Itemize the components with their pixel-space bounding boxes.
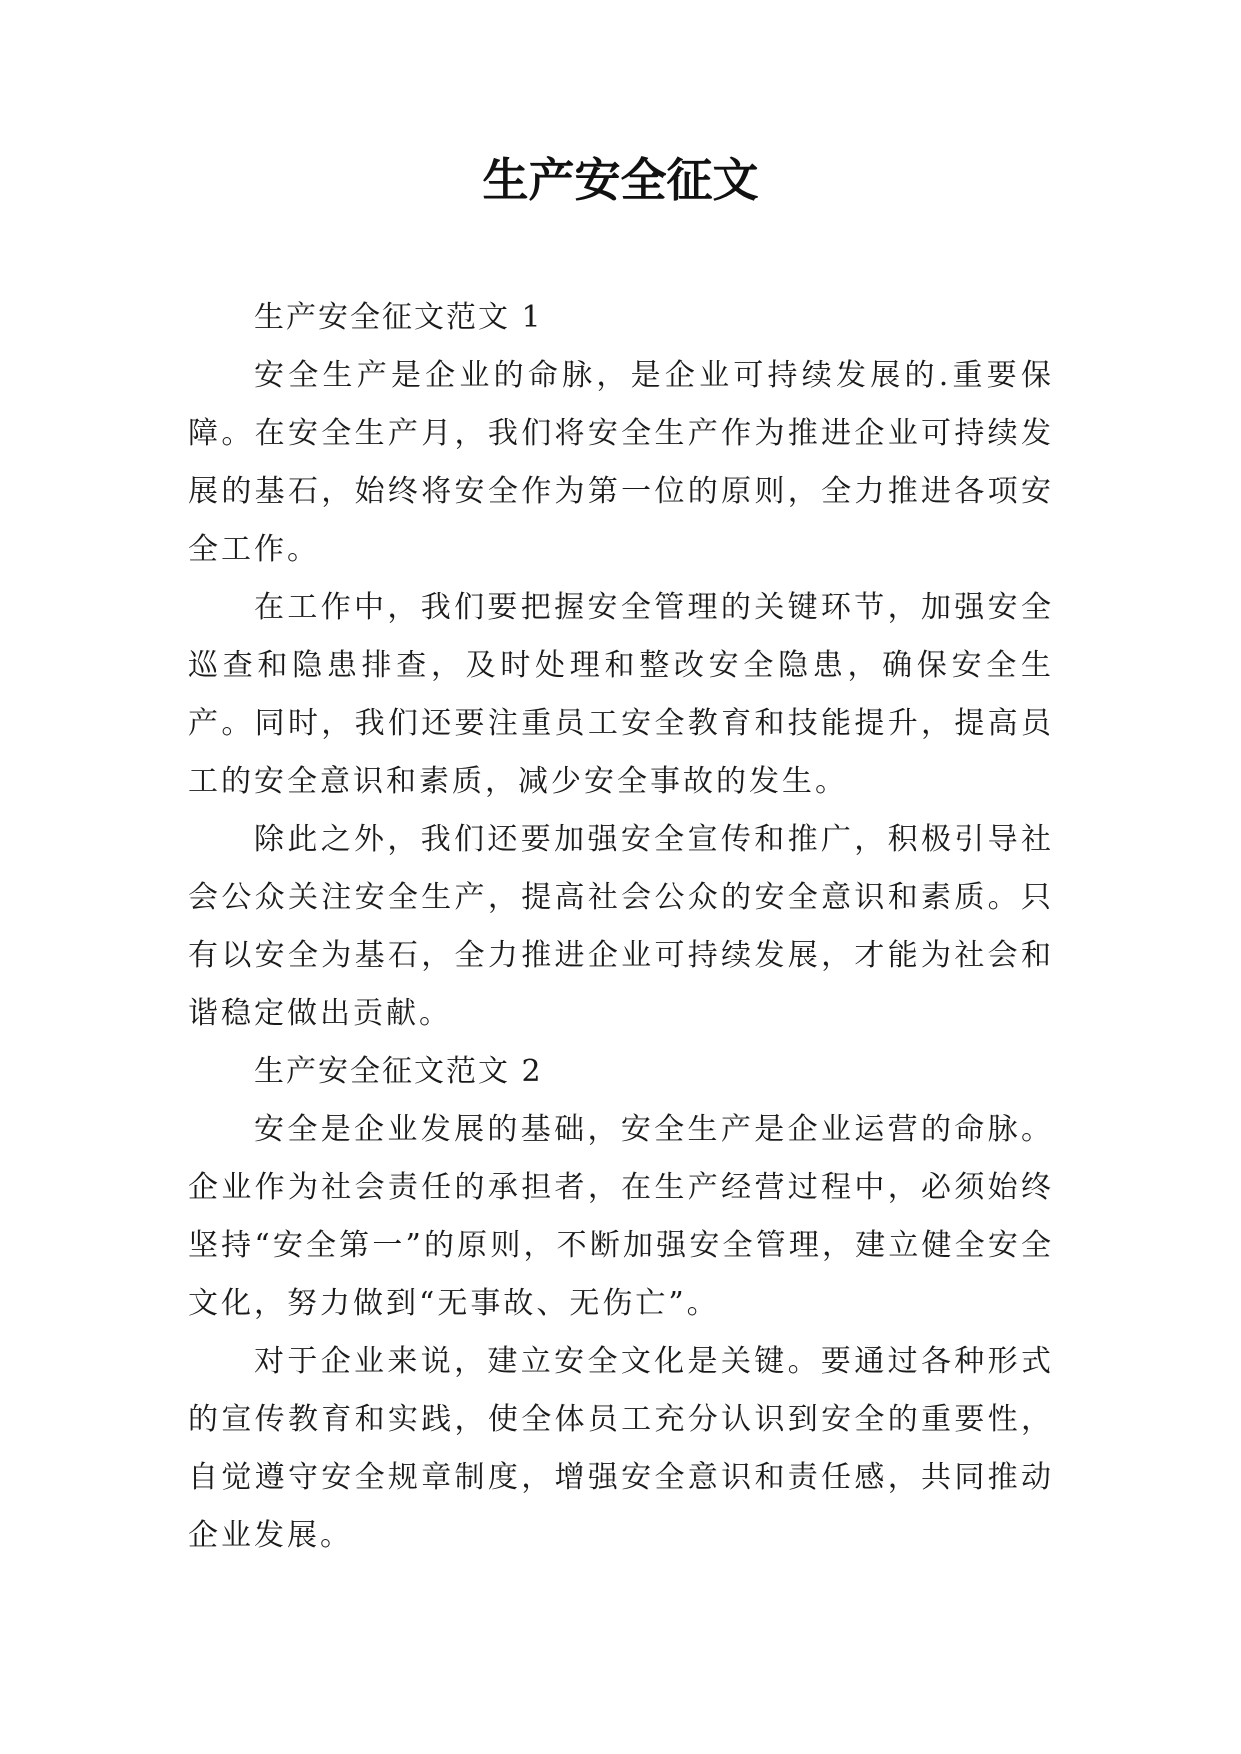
document-title: 生产安全征文 bbox=[482, 153, 759, 207]
paragraph: 对于企业来说，建立安全文化是关键。要通过各种形式的宣传教育和实践，使全体员工充分认识到安全的重要性，自觉遵守安全规章制度，增强安全意识和责任感，共同推动企业发展。 bbox=[188, 1344, 1054, 1553]
section-heading-2: 生产安全征文范文 2 bbox=[254, 1054, 543, 1089]
paragraph: 除此之外，我们还要加强安全宣传和推广，积极引导社会公众关注安全生产，提高社会公众的安全意识和素质。只有以安全为基石，全力推进企业可持续发展，才能为社会和谐稳定做出贡献。 bbox=[188, 822, 1054, 1031]
paragraph: 在工作中，我们要把握安全管理的关键环节，加强安全巡查和隐患排查，及时处理和整改安全隐患，确保安全生产。同时，我们还要注重员工安全教育和技能提升，提高员工的安全意识和素质，减少安全事故的发生。 bbox=[188, 590, 1054, 799]
section-heading-1: 生产安全征文范文 1 bbox=[254, 300, 543, 335]
paragraph: 安全是企业发展的基础，安全生产是企业运营的命脉。企业作为社会责任的承担者，在生产经营过程中，必须始终坚持“安全第一”的原则，不断加强安全管理，建立健全安全文化，努力做到“无事故、无伤亡”。 bbox=[188, 1112, 1054, 1321]
paragraph: 安全生产是企业的命脉，是企业可持续发展的.重要保障。在安全生产月，我们将安全生产作为推进企业可持续发展的基石，始终将安全作为第一位的原则，全力推进各项安全工作。 bbox=[188, 358, 1054, 567]
document-body bbox=[188, 289, 1054, 1565]
